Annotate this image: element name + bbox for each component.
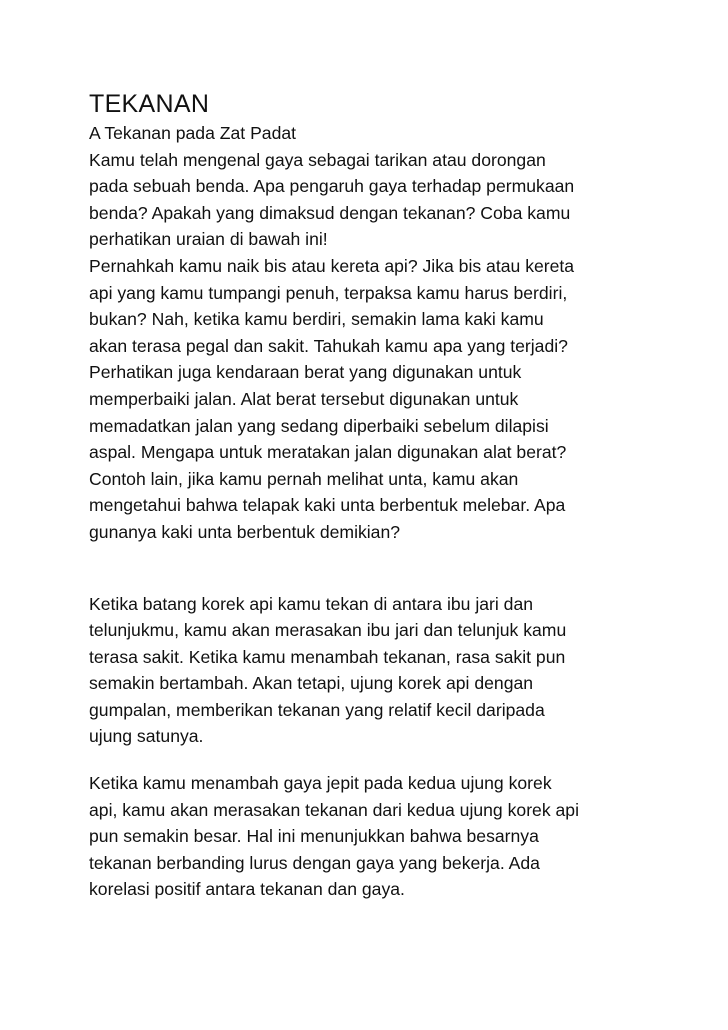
paragraph-line: Ketika batang korek api kamu tekan di antara ibu jari dan xyxy=(89,593,534,614)
paragraph-spacer xyxy=(89,546,689,591)
paragraph-line: aspal. Mengapa untuk meratakan jalan digunakan alat berat? xyxy=(89,442,567,463)
paragraph-intro xyxy=(89,147,689,253)
paragraph-line: terasa sakit. Ketika kamu menambah tekanan, rasa sakit pun xyxy=(89,646,566,667)
paragraph-line: api, kamu akan merasakan tekanan dari kedua ujung korek api xyxy=(89,799,579,820)
paragraph-line: semakin bertambah. Akan tetapi, ujung korek api dengan xyxy=(89,673,534,694)
paragraph-line: tekanan berbanding lurus dengan gaya yang bekerja. Ada xyxy=(89,852,540,873)
paragraph-line: Perhatikan juga kendaraan berat yang digunakan untuk xyxy=(89,362,522,383)
paragraph-spacer xyxy=(89,750,689,770)
paragraph-line: telunjukmu, kamu akan merasakan ibu jari dan telunjuk kamu xyxy=(89,620,567,641)
paragraph-examples xyxy=(89,253,689,546)
paragraph-conclusion xyxy=(89,770,689,903)
paragraph-line: perhatikan uraian di bawah ini! xyxy=(89,229,328,250)
paragraph-line: gumpalan, memberikan tekanan yang relatif kecil daripada xyxy=(89,699,545,720)
paragraph-line: Ketika kamu menambah gaya jepit pada kedua ujung korek xyxy=(89,773,552,794)
paragraph-line: akan terasa pegal dan sakit. Tahukah kamu apa yang terjadi? xyxy=(89,335,568,356)
document-page xyxy=(89,88,689,903)
paragraph-line: memadatkan jalan yang sedang diperbaiki sebelum dilapisi xyxy=(89,415,549,436)
paragraph-line: api yang kamu tumpangi penuh, terpaksa kamu harus berdiri, xyxy=(89,282,568,303)
paragraph-line: pada sebuah benda. Apa pengaruh gaya terhadap permukaan xyxy=(89,176,575,197)
paragraph-line: Contoh lain, jika kamu pernah melihat unta, kamu akan xyxy=(89,468,519,489)
paragraph-line: memperbaiki jalan. Alat berat tersebut digunakan untuk xyxy=(89,388,519,409)
paragraph-line: Pernahkah kamu naik bis atau kereta api? Jika bis atau kereta xyxy=(89,255,575,276)
paragraph-line: bukan? Nah, ketika kamu berdiri, semakin lama kaki kamu xyxy=(89,309,544,330)
paragraph-line: pun semakin besar. Hal ini menunjukkan bahwa besarnya xyxy=(89,826,539,847)
paragraph-line: Kamu telah mengenal gaya sebagai tarikan atau dorongan xyxy=(89,149,546,170)
paragraph-line: benda? Apakah yang dimaksud dengan tekanan? Coba kamu xyxy=(89,202,571,223)
paragraph-line: korelasi positif antara tekanan dan gaya. xyxy=(89,879,405,900)
section-heading: A Tekanan pada Zat Padat xyxy=(89,123,297,143)
paragraph-line: ujung satunya. xyxy=(89,726,204,747)
paragraph-line: mengetahui bahwa telapak kaki unta berbentuk melebar. Apa xyxy=(89,495,566,516)
paragraph-line: gunanya kaki unta berbentuk demikian? xyxy=(89,521,401,542)
document-title: TEKANAN xyxy=(89,90,210,118)
paragraph-matchstick xyxy=(89,591,689,751)
